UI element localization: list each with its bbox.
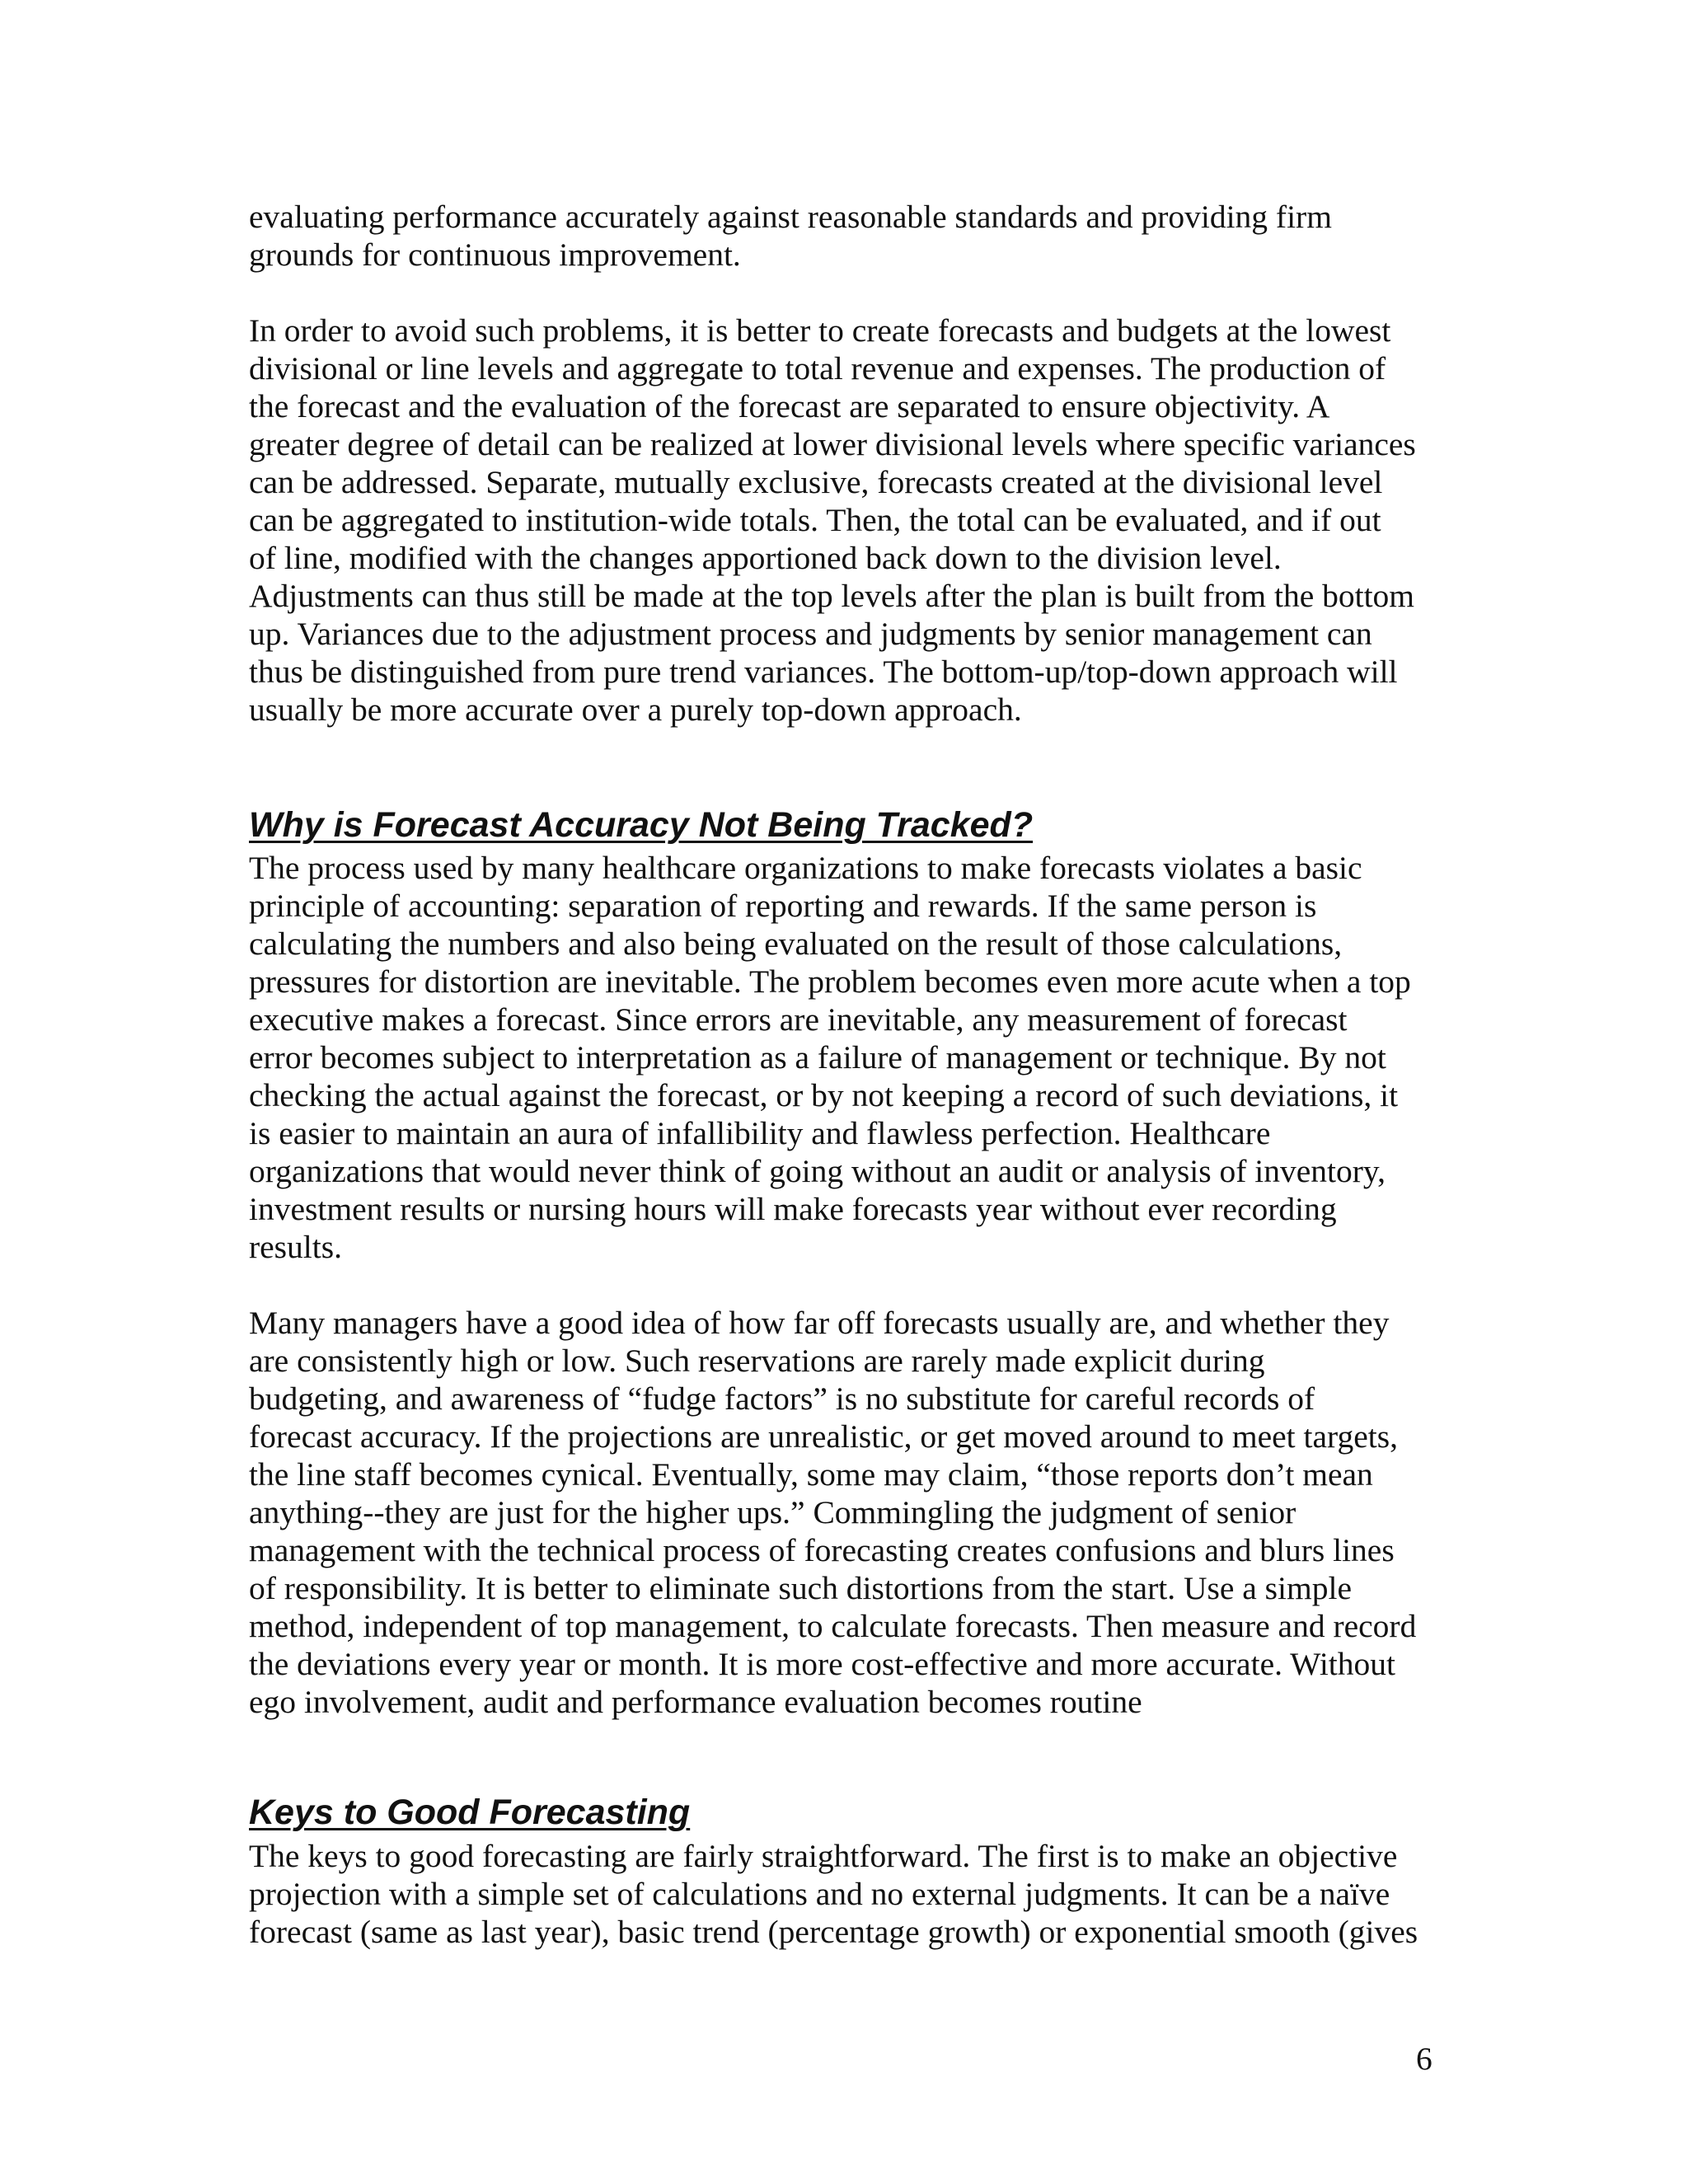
text-line: anything--they are just for the higher ups.” Commingling the judgment of senior xyxy=(249,1494,1296,1530)
text-line: results. xyxy=(249,1229,343,1265)
text-line: of line, modified with the changes apportioned back down to the division level. xyxy=(249,540,1282,576)
text-line: grounds for continuous improvement. xyxy=(249,237,741,273)
section-heading-keys-to-good-forecasting: Keys to Good Forecasting xyxy=(249,1793,691,1832)
text-line: calculating the numbers and also being evaluated on the result of those calculations, xyxy=(249,926,1343,962)
text-line: can be aggregated to institution-wide totals. Then, the total can be evaluated, and if out xyxy=(249,502,1381,538)
text-line: forecast (same as last year), basic trend (percentage growth) or exponential smooth (gives xyxy=(249,1914,1418,1950)
text-line: of responsibility. It is better to eliminate such distortions from the start. Use a simple xyxy=(249,1570,1353,1606)
section-heading-forecast-accuracy: Why is Forecast Accuracy Not Being Tracked? xyxy=(249,805,1034,845)
text-line: checking the actual against the forecast, or by not keeping a record of such deviations, it xyxy=(249,1077,1399,1113)
text-line: The keys to good forecasting are fairly straightforward. The first is to make an objective xyxy=(249,1838,1398,1874)
text-line: are consistently high or low. Such reservations are rarely made explicit during xyxy=(249,1343,1265,1379)
text-line: principle of accounting: separation of reporting and rewards. If the same person is xyxy=(249,888,1317,924)
text-line: Adjustments can thus still be made at the top levels after the plan is built from the bottom xyxy=(249,578,1415,614)
text-line: greater degree of detail can be realized at lower divisional levels where specific variances xyxy=(249,426,1416,462)
text-line: ego involvement, audit and performance evaluation becomes routine xyxy=(249,1684,1142,1720)
text-line: budgeting, and awareness of “fudge factors” is no substitute for careful records of xyxy=(249,1380,1315,1417)
text-line: error becomes subject to interpretation as a failure of management or technique. By not xyxy=(249,1039,1386,1076)
text-line: can be addressed. Separate, mutually exclusive, forecasts created at the divisional level xyxy=(249,464,1383,500)
text-line: forecast accuracy. If the projections are unrealistic, or get moved around to meet targets, xyxy=(249,1418,1398,1455)
text-line: investment results or nursing hours will make forecasts year without ever recording xyxy=(249,1191,1337,1227)
text-line: up. Variances due to the adjustment process and judgments by senior management can xyxy=(249,616,1372,652)
text-line: projection with a simple set of calculations and no external judgments. It can be a naïve xyxy=(249,1876,1390,1912)
text-line: usually be more accurate over a purely top-down approach. xyxy=(249,691,1022,728)
text-line: The process used by many healthcare organizations to make forecasts violates a basic xyxy=(249,850,1362,886)
page-number: 6 xyxy=(1416,2041,1432,2077)
text-line: executive makes a forecast. Since errors are inevitable, any measurement of forecast xyxy=(249,1001,1348,1038)
text-line: Many managers have a good idea of how far off forecasts usually are, and whether they xyxy=(249,1305,1390,1341)
text-line: evaluating performance accurately against reasonable standards and providing firm xyxy=(249,199,1332,235)
text-line: is easier to maintain an aura of infallibility and flawless perfection. Healthcare xyxy=(249,1115,1271,1151)
text-line: the line staff becomes cynical. Eventually, some may claim, “those reports don’t mean xyxy=(249,1456,1373,1493)
text-line: pressures for distortion are inevitable. The problem becomes even more acute when a top xyxy=(249,963,1411,1000)
text-line: thus be distinguished from pure trend variances. The bottom-up/top-down approach will xyxy=(249,654,1398,690)
text-line: management with the technical process of forecasting creates confusions and blurs lines xyxy=(249,1532,1395,1568)
text-line: the deviations every year or month. It is more cost-effective and more accurate. Without xyxy=(249,1646,1396,1682)
text-line: method, independent of top management, to calculate forecasts. Then measure and record xyxy=(249,1608,1417,1644)
text-line: In order to avoid such problems, it is better to create forecasts and budgets at the lowest xyxy=(249,312,1391,349)
text-line: organizations that would never think of going without an audit or analysis of inventory, xyxy=(249,1153,1386,1189)
text-line: divisional or line levels and aggregate to total revenue and expenses. The production of xyxy=(249,350,1386,387)
text-line: the forecast and the evaluation of the forecast are separated to ensure objectivity. A xyxy=(249,388,1330,424)
